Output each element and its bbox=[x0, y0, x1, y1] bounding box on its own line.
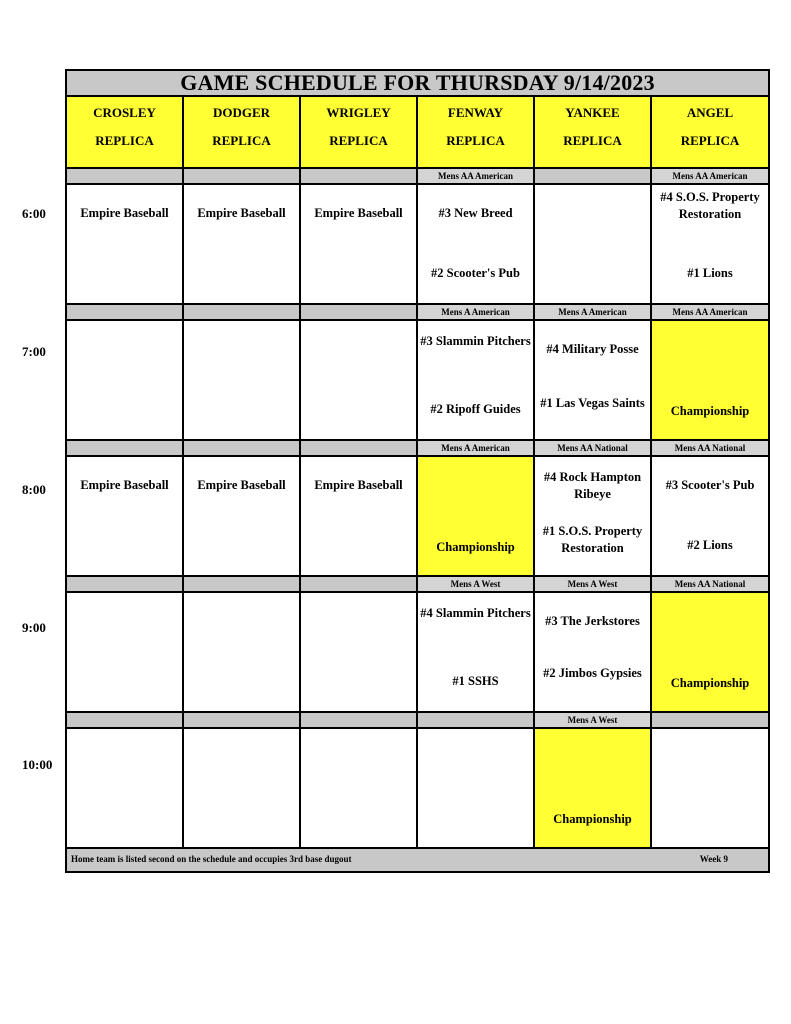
schedule-table bbox=[65, 69, 770, 873]
game-cell bbox=[183, 320, 300, 440]
game-cell-championship bbox=[651, 320, 769, 440]
division-label bbox=[66, 440, 183, 456]
game-cell bbox=[534, 456, 651, 576]
division-label bbox=[300, 440, 417, 456]
game-cell bbox=[534, 592, 651, 712]
away-team: Empire Baseball bbox=[314, 206, 403, 220]
game-cell bbox=[417, 184, 534, 304]
field-header-yankee bbox=[534, 96, 651, 168]
division-label: Mens AA American bbox=[417, 168, 534, 184]
division-label: Mens A American bbox=[534, 304, 651, 320]
away-team: Empire Baseball bbox=[80, 478, 169, 492]
game-cell-championship bbox=[417, 456, 534, 576]
time-label-10: 10:00 bbox=[22, 757, 53, 772]
game-cell bbox=[183, 728, 300, 848]
division-label bbox=[183, 712, 300, 728]
footer-bar bbox=[66, 848, 769, 872]
game-cell bbox=[66, 184, 183, 304]
game-cell bbox=[417, 728, 534, 848]
home-team: #1 Lions bbox=[687, 266, 733, 280]
game-cell bbox=[183, 592, 300, 712]
division-label bbox=[66, 168, 183, 184]
division-label: Mens A American bbox=[417, 304, 534, 320]
division-label bbox=[300, 168, 417, 184]
home-team: #1 SSHS bbox=[452, 674, 499, 688]
home-team: #1 Las Vegas Saints bbox=[540, 396, 645, 410]
game-cell bbox=[300, 184, 417, 304]
field-header-wrigley bbox=[300, 96, 417, 168]
away-team: Empire Baseball bbox=[80, 206, 169, 220]
field-sub: REPLICA bbox=[212, 133, 271, 148]
division-label: Mens AA National bbox=[651, 576, 769, 592]
game-cell bbox=[300, 456, 417, 576]
field-header-crosley bbox=[66, 96, 183, 168]
championship-label: Championship bbox=[670, 676, 750, 690]
field-name: CROSLEY bbox=[93, 105, 156, 120]
division-label: Mens A West bbox=[534, 576, 651, 592]
division-label bbox=[417, 712, 534, 728]
game-cell bbox=[183, 456, 300, 576]
away-team: #3 Scooter's Pub bbox=[665, 478, 755, 492]
field-sub: REPLICA bbox=[446, 133, 505, 148]
field-name: WRIGLEY bbox=[326, 105, 391, 120]
division-label: Mens AA American bbox=[651, 304, 769, 320]
game-cell bbox=[66, 456, 183, 576]
game-cell bbox=[66, 320, 183, 440]
game-cell bbox=[417, 320, 534, 440]
field-sub: REPLICA bbox=[563, 133, 622, 148]
field-sub: REPLICA bbox=[95, 133, 154, 148]
game-cell bbox=[300, 592, 417, 712]
game-cell-championship bbox=[534, 728, 651, 848]
field-name: YANKEE bbox=[565, 105, 620, 120]
page-title: GAME SCHEDULE FOR THURSDAY 9/14/2023 bbox=[66, 70, 769, 96]
field-name: FENWAY bbox=[447, 105, 504, 120]
championship-label: Championship bbox=[553, 812, 632, 826]
time-label-9: 9:00 bbox=[22, 620, 46, 635]
field-header-angel bbox=[651, 96, 769, 168]
division-label bbox=[300, 576, 417, 592]
away-team: Empire Baseball bbox=[197, 478, 286, 492]
home-team: #2 Scooter's Pub bbox=[431, 266, 520, 280]
field-name: ANGEL bbox=[686, 105, 734, 120]
division-label: Mens A West bbox=[534, 712, 651, 728]
time-label-7: 7:00 bbox=[22, 344, 46, 359]
away-team: #3 Slammin Pitchers bbox=[420, 334, 531, 348]
game-cell bbox=[300, 728, 417, 848]
game-cell-championship bbox=[651, 592, 769, 712]
time-label-6: 6:00 bbox=[22, 206, 46, 221]
championship-label: Championship bbox=[436, 540, 515, 554]
division-label: Mens AA National bbox=[651, 440, 769, 456]
championship-label: Championship bbox=[670, 404, 750, 418]
division-label bbox=[300, 712, 417, 728]
week-label: Week 9 bbox=[699, 854, 729, 864]
division-label bbox=[300, 304, 417, 320]
division-label bbox=[66, 576, 183, 592]
game-cell bbox=[66, 728, 183, 848]
field-header-fenway bbox=[417, 96, 534, 168]
game-cell bbox=[651, 184, 769, 304]
home-team: #2 Ripoff Guides bbox=[430, 402, 521, 416]
division-label: Mens A American bbox=[417, 440, 534, 456]
division-label: Mens A West bbox=[417, 576, 534, 592]
division-label: Mens AA National bbox=[534, 440, 651, 456]
away-team: #4 Military Posse bbox=[546, 342, 639, 356]
away-team: #4 Slammin Pitchers bbox=[420, 606, 531, 620]
field-sub: REPLICA bbox=[680, 133, 740, 148]
division-label bbox=[183, 440, 300, 456]
division-label bbox=[183, 576, 300, 592]
division-label bbox=[66, 712, 183, 728]
time-label-8: 8:00 bbox=[22, 482, 46, 497]
game-cell bbox=[183, 184, 300, 304]
field-header-dodger bbox=[183, 96, 300, 168]
away-team: #3 New Breed bbox=[438, 206, 513, 220]
footer-note: Home team is listed second on the schedule and occupies 3rd base dugout bbox=[71, 854, 352, 864]
division-label bbox=[183, 168, 300, 184]
game-cell bbox=[66, 592, 183, 712]
away-team: #4 Rock Hampton Ribeye bbox=[543, 470, 642, 501]
division-label bbox=[183, 304, 300, 320]
field-sub: REPLICA bbox=[329, 133, 388, 148]
division-label: Mens AA American bbox=[651, 168, 769, 184]
game-cell bbox=[417, 592, 534, 712]
game-cell bbox=[651, 728, 769, 848]
game-cell bbox=[651, 456, 769, 576]
away-team: Empire Baseball bbox=[197, 206, 286, 220]
division-label bbox=[534, 168, 651, 184]
away-team: #4 S.O.S. Property Restoration bbox=[660, 190, 760, 221]
away-team: Empire Baseball bbox=[314, 478, 403, 492]
division-label bbox=[651, 712, 769, 728]
division-label bbox=[66, 304, 183, 320]
game-cell bbox=[534, 320, 651, 440]
game-cell bbox=[300, 320, 417, 440]
home-team: #1 S.O.S. Property Restoration bbox=[542, 524, 643, 555]
field-name: DODGER bbox=[212, 105, 271, 120]
game-cell bbox=[534, 184, 651, 304]
home-team: #2 Lions bbox=[687, 538, 733, 552]
home-team: #2 Jimbos Gypsies bbox=[543, 666, 642, 680]
away-team: #3 The Jerkstores bbox=[545, 614, 640, 628]
